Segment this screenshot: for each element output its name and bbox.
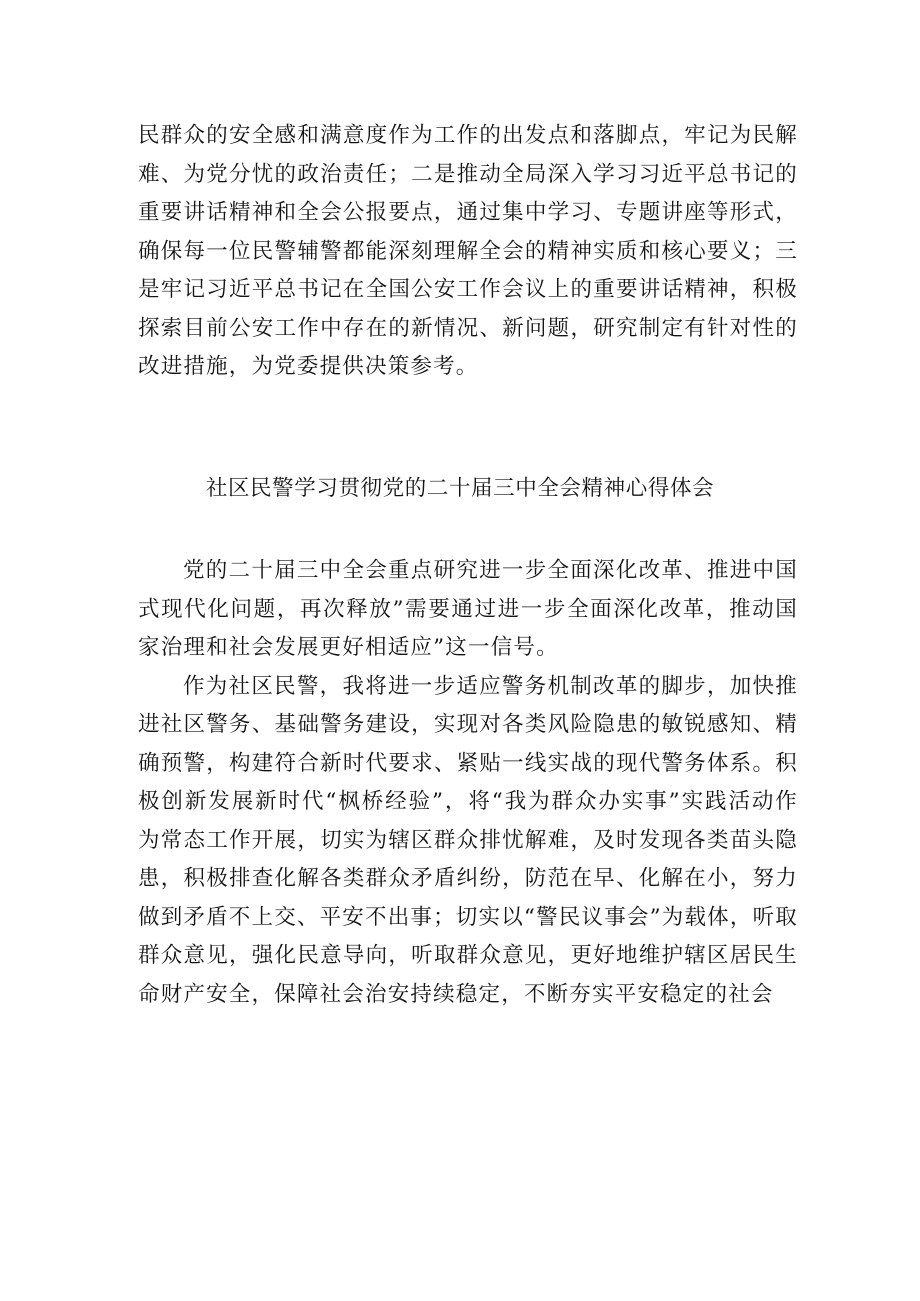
body-paragraph: 作为社区民警，我将进一步适应警务机制改革的脚步，加快推进社区警务、基础警务建设，实现对各类风险隐患的敏锐感知、精确预警，构建符合新时代要求、紧贴一线实战的现代警务体系。积极创新发展新时代“枫桥经验”，将“我为群众办实事”实践活动作为常态工作开展，切实为辖区群众排忧解难，及时发现各类苗头隐患，积极排查化解各类群众矛盾纠纷，防范在早、化解在小，努力做到矛盾不上交、平安不出事；切实以“警民议事会”为载体，听取群众意见，强化民意导向，听取群众意见，更好地维护辖区居民生命财产安全，保障社会治安持续稳定，不断夯实平安稳定的社会 (138, 673, 798, 1007)
body-paragraph: 党的二十届三中全会重点研究进一步全面深化改革、推进中国式现代化问题，再次释放”需要通过进一步全面深化改革，推动国家治理和社会发展更好相适应”这一信号。 (138, 558, 798, 660)
document-body (138, 552, 798, 1014)
continued-paragraph: 民群众的安全感和满意度作为工作的出发点和落脚点，牢记为民解难、为党分忧的政治责任；二是推动全局深入学习习近平总书记的重要讲话精神和全会公报要点，通过集中学习、专题讲座等形式，确保每一位民警辅警都能深刻理解全会的精神实质和核心要义；三是牢记习近平总书记在全国公安工作会议上的重要讲话精神，积极探索目前公安工作中存在的新情况、新问题，研究制定有针对性的改进措施，为党委提供决策参考。 (138, 123, 798, 379)
document-title: 社区民警学习贯彻党的二十届三中全会精神心得体会 (205, 476, 715, 501)
